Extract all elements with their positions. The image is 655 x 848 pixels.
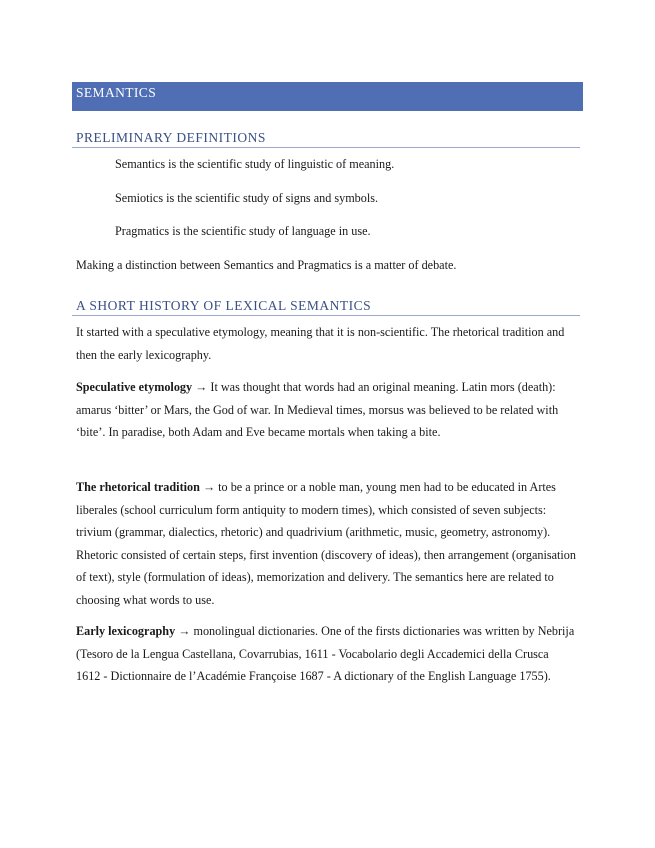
document-title: SEMANTICS [72, 82, 583, 111]
arrow-icon: → [178, 624, 191, 638]
arrow-icon: → [202, 480, 216, 494]
section-heading-lexical-semantics-history: A SHORT HISTORY OF LEXICAL SEMANTICS [72, 297, 580, 316]
debate-note: Making a distinction between Semantics and Pragmatics is a matter of debate. [76, 258, 457, 272]
arrow-icon: → [195, 380, 208, 394]
entry-rhetorical-tradition [76, 476, 576, 611]
definition-semantics: Semantics is the scientific study of linguistic of meaning. [115, 157, 395, 171]
entry-text: to be a prince or a noble man, young men had to be educated in Artes liberales (school curriculum form antiquity to modern times), which consisted of seven subjects: trivium (grammar, dialectics, rhetoric) and quadrivium (arithmetic, music, geometry, astronomy). Rhetoric consisted of certain steps, first invention (discovery of ideas), then arrangement (organisation of text), style (formulation of ideas), memorization and delivery. The semantics here are related to choosing what words to use. [76, 480, 576, 607]
definition-semiotics: Semiotics is the scientific study of signs and symbols. [115, 191, 379, 205]
entry-term: Speculative etymology [76, 380, 193, 394]
section-heading-preliminary-definitions: PRELIMINARY DEFINITIONS [72, 129, 580, 148]
entry-early-lexicography [76, 620, 576, 688]
entry-term: Early lexicography [76, 624, 176, 638]
entry-text: It was thought that words had an original meaning. Latin mors (death): amarus ‘bitter’ or Mars, the God of war. In Medieval times, morsus was believed to be related with ‘bite’. In paradise, both Adam and Eve became mortals when taking a bite. [76, 380, 559, 439]
entry-text: monolingual dictionaries. One of the firsts dictionaries was written by Nebrija (Tesoro de la Lengua Castellana, Covarrubias, 1611 - Vocabolario degli Accademici della Crusca 1612 - Dictionnaire de l’Académie Françoise 1687 - A dictionary of the English Language 1755). [76, 624, 575, 683]
definition-pragmatics: Pragmatics is the scientific study of language in use. [115, 224, 371, 238]
entry-speculative-etymology [76, 376, 576, 444]
entry-term: The rhetorical tradition [76, 480, 200, 494]
history-intro-paragraph: It started with a speculative etymology, meaning that it is non-scientific. The rhetorical tradition and then the early lexicography. [76, 325, 565, 362]
